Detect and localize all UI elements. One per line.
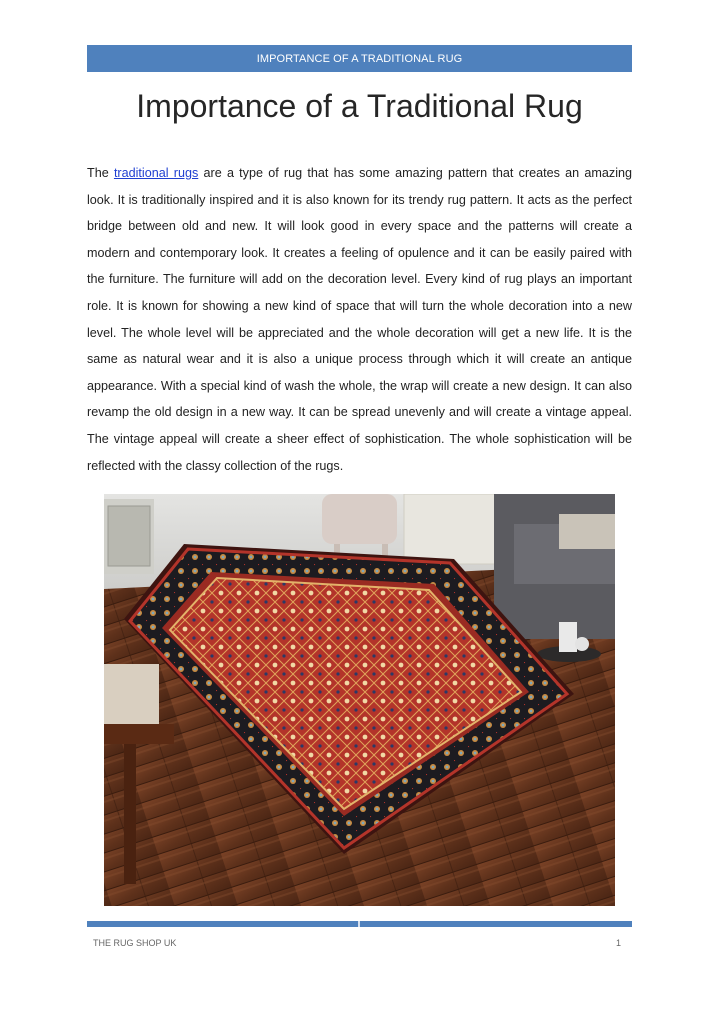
traditional-rugs-link[interactable]: traditional rugs <box>113 166 199 180</box>
body-paragraph <box>87 160 632 479</box>
body-lead: The <box>87 166 114 180</box>
footer-rule-notch <box>358 921 360 927</box>
body-rest: are a type of rug that has some amazing pattern that creates an amazing look. It is traditionally inspired and it is also known for its trendy rug pattern. It acts as the perfect bridge between old and new. It will look good in every space and the patterns will create a modern and contemporary look. It creates a feeling of opulence and it can be easily paired with the furniture. The furniture will add on the decoration level. Every kind of rug plays an important role. It is known for showing a new kind of space that will turn the whole decoration into a new level. The whole level will be appreciated and the whole decoration will get a new life. It is the same as natural wear and it is also a unique process through which it will create an antique appearance. With a special kind of wash the whole, the wrap will create a new design. It can also revamp the old design in a new way. It can be spread unevenly and will create a vintage appeal. The vintage appeal will create a sheer effect of sophistication. The whole sophistication will be reflected with the classy collection of the rugs. <box>87 166 633 473</box>
page-title: Importance of a Traditional Rug <box>136 88 583 124</box>
header-band-text: IMPORTANCE OF A TRADITIONAL RUG <box>256 52 463 65</box>
footer-brand: THE RUG SHOP UK <box>93 938 177 948</box>
rug-photo <box>104 494 615 906</box>
page-number: 1 <box>616 938 622 948</box>
header-band <box>87 45 632 72</box>
footer-rule <box>87 921 632 927</box>
